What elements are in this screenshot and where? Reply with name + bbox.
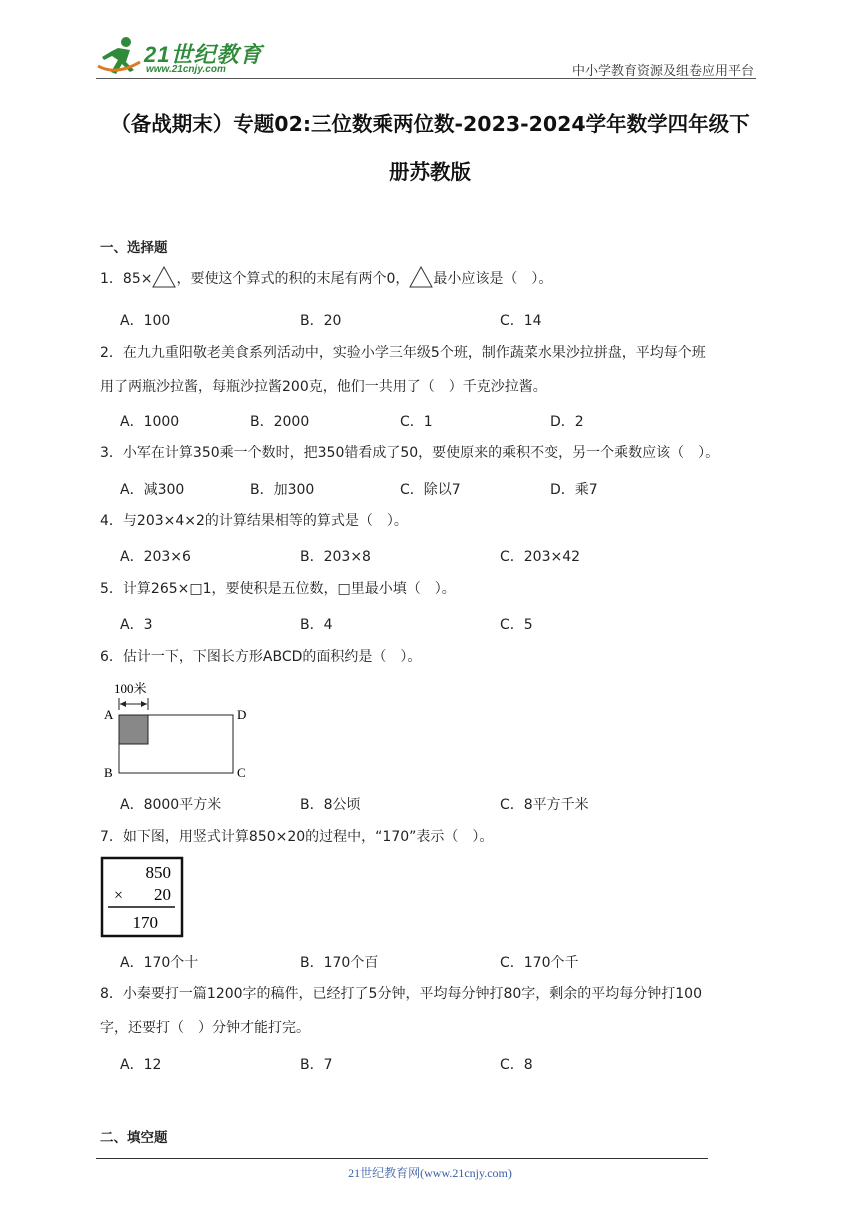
option-b: B．20 — [300, 313, 342, 329]
question-2-line-1: 2．在九九重阳敬老美食系列活动中，实验小学三年级5个班，制作蔬菜水果沙拉拼盘，平均每个班 — [100, 345, 706, 361]
vertex-label-d: D — [237, 707, 247, 722]
question-4: 4．与203×4×2的计算结果相等的算式是（ ）。 — [100, 513, 408, 529]
question-2 — [100, 336, 770, 404]
option-a: A．12 — [120, 1057, 162, 1073]
question-1-suffix: 最小应该是（ ）。 — [433, 271, 553, 287]
option-c: C．1 — [400, 414, 433, 430]
multiplier: 20 — [154, 885, 171, 904]
logo-text: 21世纪教育 — [144, 42, 263, 67]
multiplicand: 850 — [145, 863, 171, 882]
option-c: C．8平方千米 — [500, 797, 589, 813]
section-heading-fill: 二、填空题 — [100, 1130, 168, 1146]
header-divider — [96, 78, 756, 79]
logo-url: www.21cnjy.com — [146, 64, 226, 75]
option-a: A．203×6 — [120, 549, 191, 565]
option-c: C．170个千 — [500, 955, 579, 971]
option-a: A．8000平方米 — [120, 797, 222, 813]
vertex-label-c: C — [237, 765, 246, 780]
footer-link[interactable]: 21世纪教育网(www.21cnjy.com) — [348, 1166, 512, 1180]
scale-label: 100米 — [114, 681, 147, 696]
option-d: D．乘7 — [550, 482, 598, 498]
title-line-1: （备战期末）专题02:三位数乘两位数-2023-2024学年数学四年级下 — [110, 112, 750, 136]
option-a: A．3 — [120, 617, 153, 633]
option-b: B．203×8 — [300, 549, 371, 565]
option-c: C．除以7 — [400, 482, 461, 498]
vertex-label-b: B — [104, 765, 113, 780]
question-1 — [100, 262, 770, 296]
option-b: B．4 — [300, 617, 333, 633]
question-6: 6．估计一下，下图长方形ABCD的面积约是（ ）。 — [100, 649, 422, 665]
partial-product: 170 — [132, 913, 158, 932]
question-1-prefix: 1．85× — [100, 271, 153, 287]
option-a: A．100 — [120, 313, 171, 329]
option-b: B．7 — [300, 1057, 333, 1073]
site-logo — [96, 36, 266, 80]
rectangle-abcd-figure — [100, 676, 260, 786]
question-5: 5．计算265×□1，要使积是五位数，□里最小填（ ）。 — [100, 581, 456, 597]
section-heading-choice: 一、选择题 — [100, 240, 168, 256]
vertical-multiplication-figure — [100, 856, 186, 940]
vertex-label-a: A — [104, 707, 114, 722]
option-b: B．加300 — [250, 482, 315, 498]
question-1-middle: ，要使这个算式的积的末尾有两个0， — [176, 271, 410, 287]
option-a: A．1000 — [120, 414, 180, 430]
option-b: B．170个百 — [300, 955, 379, 971]
question-2-line-2: 用了两瓶沙拉酱，每瓶沙拉酱200克，他们一共用了（ ）千克沙拉酱。 — [100, 379, 547, 395]
option-c: C．8 — [500, 1057, 533, 1073]
option-c: C．5 — [500, 617, 533, 633]
document-title — [96, 100, 764, 196]
option-c: C．203×42 — [500, 549, 581, 565]
option-a: A．170个十 — [120, 955, 199, 971]
option-a: A．减300 — [120, 482, 185, 498]
multiply-sign: × — [114, 887, 124, 904]
title-line-2: 册苏教版 — [389, 160, 471, 184]
option-b: B．8公顷 — [300, 797, 361, 813]
triangle-icon — [409, 266, 433, 288]
platform-name: 中小学教育资源及组卷应用平台 — [571, 64, 754, 79]
option-d: D．2 — [550, 414, 584, 430]
question-3: 3．小军在计算350乘一个数时，把350错看成了50，要使原来的乘积不变，另一个乘数应该（ ）。 — [100, 445, 720, 461]
option-c: C．14 — [500, 313, 542, 329]
question-8-line-1: 8．小秦要打一篇1200字的稿件，已经打了5分钟，平均每分钟打80字，剩余的平均每分钟打100 — [100, 986, 702, 1002]
triangle-icon — [152, 266, 176, 288]
question-8 — [100, 977, 770, 1045]
question-7: 7．如下图，用竖式计算850×20的过程中，“170”表示（ ）。 — [100, 829, 494, 845]
option-b: B．2000 — [250, 414, 310, 430]
question-8-line-2: 字，还要打（ ）分钟才能打完。 — [100, 1020, 310, 1036]
footer-divider — [96, 1158, 708, 1159]
runner-logo-icon — [96, 36, 144, 80]
